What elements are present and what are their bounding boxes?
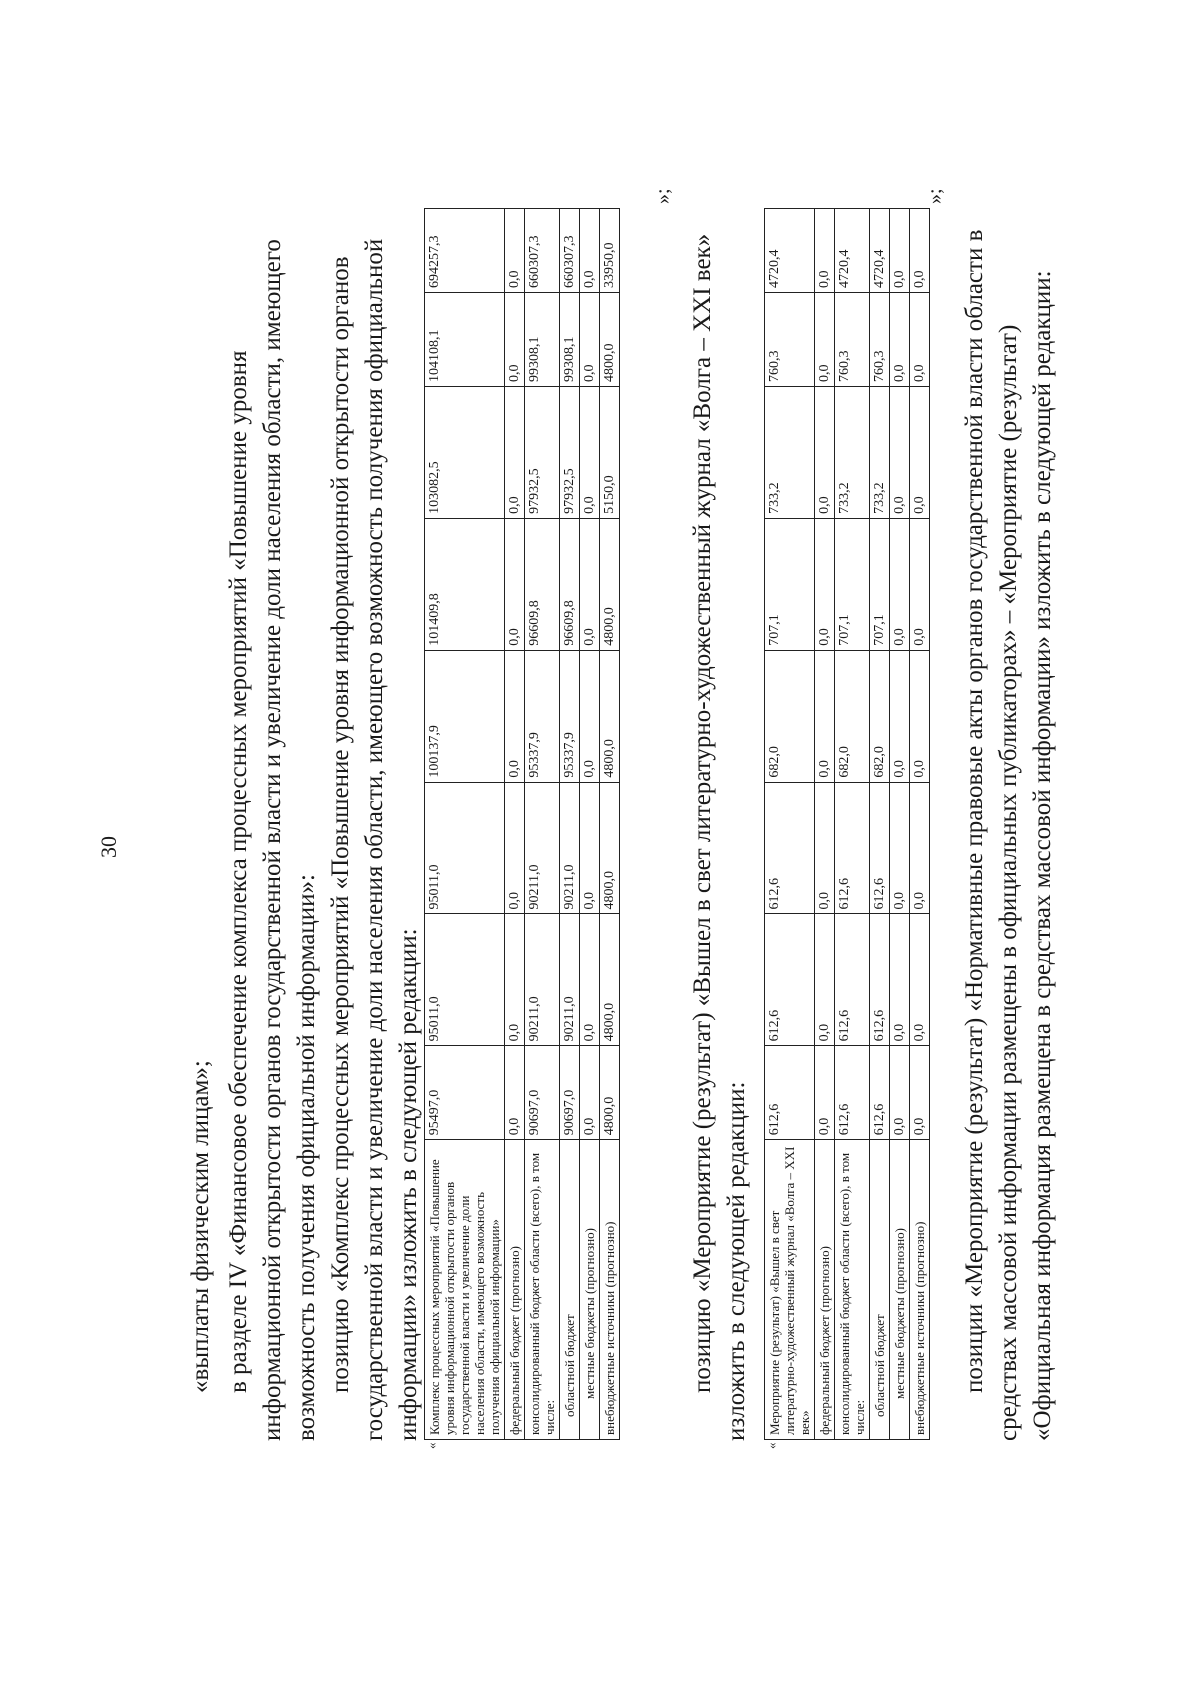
value-cell: 100137,9 xyxy=(425,650,505,782)
value-cell: 0,0 xyxy=(505,209,525,293)
table-journal-financing xyxy=(764,208,930,1440)
value-cell: 0,0 xyxy=(910,293,930,387)
value-cell: 660307,3 xyxy=(560,209,580,293)
value-cell: 95337,9 xyxy=(560,650,580,782)
value-cell: 4800,0 xyxy=(600,914,620,1046)
value-cell: 760,3 xyxy=(870,293,890,387)
table1-open-quote: « xyxy=(424,1442,439,1449)
value-cell: 612,6 xyxy=(765,782,815,914)
value-cell: 0,0 xyxy=(890,386,910,518)
value-cell: 0,0 xyxy=(580,386,600,518)
value-cell: 0,0 xyxy=(815,782,835,914)
value-cell: 0,0 xyxy=(505,518,525,650)
value-cell: 99308,1 xyxy=(560,293,580,387)
value-cell: 707,1 xyxy=(765,518,815,650)
value-cell: 612,6 xyxy=(870,914,890,1046)
table2-close-quote: »; xyxy=(924,188,946,204)
value-cell: 97932,5 xyxy=(525,386,560,518)
value-cell: 4800,0 xyxy=(600,518,620,650)
value-cell: 4720,4 xyxy=(870,209,890,293)
value-cell: 0,0 xyxy=(890,209,910,293)
value-cell: 707,1 xyxy=(835,518,870,650)
value-cell: 90211,0 xyxy=(560,782,580,914)
paragraph-complex-position: позицию «Комплекс процессных мероприятий «Повышение уровня информационной открытости органов государственной власти и увеличение доли населения области, имеющего возможность получения официальной информации» изложить в следующей редакции: xyxy=(327,238,422,1441)
row-label: внебюджетные источники (прогнозно) xyxy=(600,1140,620,1440)
value-cell: 760,3 xyxy=(835,293,870,387)
paragraph-journal-position: позицию «Мероприятие (результат) «Вышел в свет литературно-художественный журнал «Волга – XXI век» изложить в следующей редакции: xyxy=(689,233,750,1441)
value-cell: 0,0 xyxy=(910,386,930,518)
value-cell: 103082,5 xyxy=(425,386,505,518)
value-cell: 0,0 xyxy=(890,293,910,387)
page-number: 30 xyxy=(96,836,121,858)
table-row xyxy=(580,209,600,1440)
value-cell: 99308,1 xyxy=(525,293,560,387)
value-cell: 5150,0 xyxy=(600,386,620,518)
value-cell: 90211,0 xyxy=(525,914,560,1046)
row-label: местные бюджеты (прогнозно) xyxy=(580,1140,600,1440)
row-label: федеральный бюджет (прогнозно) xyxy=(815,1140,835,1440)
value-cell: 33950,0 xyxy=(600,209,620,293)
table-row xyxy=(870,209,890,1440)
value-cell: 0,0 xyxy=(815,386,835,518)
value-cell: 0,0 xyxy=(505,650,525,782)
value-cell: 0,0 xyxy=(910,782,930,914)
value-cell: 96609,8 xyxy=(525,518,560,650)
value-cell: 95497,0 xyxy=(425,1046,505,1140)
value-cell: 95011,0 xyxy=(425,914,505,1046)
value-cell: 0,0 xyxy=(580,1046,600,1140)
value-cell: 733,2 xyxy=(765,386,815,518)
value-cell: 4720,4 xyxy=(765,209,815,293)
value-cell: 90211,0 xyxy=(560,914,580,1046)
value-cell: 95337,9 xyxy=(525,650,560,782)
row-label: федеральный бюджет (прогнозно) xyxy=(505,1140,525,1440)
value-cell: 0,0 xyxy=(505,1046,525,1140)
value-cell: 0,0 xyxy=(580,293,600,387)
value-cell: 90211,0 xyxy=(525,782,560,914)
value-cell: 0,0 xyxy=(815,1046,835,1140)
value-cell: 90697,0 xyxy=(525,1046,560,1140)
table-row xyxy=(910,209,930,1440)
value-cell: 4720,4 xyxy=(835,209,870,293)
value-cell: 612,6 xyxy=(835,1046,870,1140)
value-cell: 660307,3 xyxy=(525,209,560,293)
value-cell: 0,0 xyxy=(580,914,600,1046)
value-cell: 97932,5 xyxy=(560,386,580,518)
table-row xyxy=(505,209,525,1440)
value-cell: 0,0 xyxy=(815,518,835,650)
value-cell: 0,0 xyxy=(890,914,910,1046)
value-cell: 4800,0 xyxy=(600,1046,620,1140)
value-cell: 733,2 xyxy=(835,386,870,518)
row-label: внебюджетные источники (прогнозно) xyxy=(910,1140,930,1440)
row-label: областной бюджет xyxy=(870,1140,890,1440)
table-row xyxy=(835,209,870,1440)
value-cell: 760,3 xyxy=(765,293,815,387)
value-cell: 0,0 xyxy=(505,293,525,387)
value-cell: 612,6 xyxy=(835,782,870,914)
value-cell: 694257,3 xyxy=(425,209,505,293)
table-row xyxy=(560,209,580,1440)
value-cell: 0,0 xyxy=(910,914,930,1046)
value-cell: 0,0 xyxy=(890,518,910,650)
value-cell: 682,0 xyxy=(765,650,815,782)
row-label: Мероприятие (результат) «Вышел в свет литературно-художественный журнал «Волга – XXI век» xyxy=(765,1140,815,1440)
value-cell: 90697,0 xyxy=(560,1046,580,1140)
value-cell: 733,2 xyxy=(870,386,890,518)
value-cell: 682,0 xyxy=(835,650,870,782)
table-row xyxy=(425,209,505,1440)
row-label: консолидированный бюджет области (всего), в том числе: xyxy=(835,1140,870,1440)
table-row xyxy=(765,209,815,1440)
value-cell: 612,6 xyxy=(870,1046,890,1140)
table1-close-quote: »; xyxy=(652,188,674,204)
value-cell: 612,6 xyxy=(870,782,890,914)
value-cell: 0,0 xyxy=(910,209,930,293)
row-label: Комплекс процессных мероприятий «Повышение уровня информационной открытости органов государственной власти и увеличение доли населения области, имеющего возможность получения официальной информации» xyxy=(425,1140,505,1440)
value-cell: 0,0 xyxy=(910,518,930,650)
value-cell: 707,1 xyxy=(870,518,890,650)
value-cell: 612,6 xyxy=(765,1046,815,1140)
value-cell: 0,0 xyxy=(505,386,525,518)
value-cell: 0,0 xyxy=(815,293,835,387)
value-cell: 96609,8 xyxy=(560,518,580,650)
row-label: местные бюджеты (прогнозно) xyxy=(890,1140,910,1440)
table-row xyxy=(600,209,620,1440)
value-cell: 4800,0 xyxy=(600,293,620,387)
value-cell: 0,0 xyxy=(580,782,600,914)
value-cell: 682,0 xyxy=(870,650,890,782)
paragraph-official-info-position: позиции «Мероприятие (результат) «Нормативные правовые акты органов государственной власти области в средствах массовой информации размещены в официальных публикаторах» – «Мероприятие (результат) «Официальная информация размещена в средствах массовой информации» изложить в следующей редакции: xyxy=(961,229,1056,1441)
value-cell: 0,0 xyxy=(580,209,600,293)
value-cell: 0,0 xyxy=(505,782,525,914)
table-row xyxy=(890,209,910,1440)
table-row xyxy=(815,209,835,1440)
paragraph-section-iv: в разделе IV «Финансовое обеспечение комплекса процессных мероприятий «Повышение уровня информационной открытости органов государственной власти и увеличение доли населения области, имеющего возможность получения официальной информации»: xyxy=(225,239,320,1441)
value-cell: 0,0 xyxy=(505,914,525,1046)
value-cell: 0,0 xyxy=(890,650,910,782)
value-cell: 0,0 xyxy=(815,914,835,1046)
table-row xyxy=(525,209,560,1440)
paragraph-payments: «выплаты физическим лицам»; xyxy=(187,1060,214,1393)
value-cell: 0,0 xyxy=(815,209,835,293)
value-cell: 0,0 xyxy=(910,650,930,782)
value-cell: 0,0 xyxy=(580,650,600,782)
value-cell: 612,6 xyxy=(765,914,815,1046)
value-cell: 0,0 xyxy=(890,1046,910,1140)
value-cell: 101409,8 xyxy=(425,518,505,650)
value-cell: 104108,1 xyxy=(425,293,505,387)
value-cell: 0,0 xyxy=(890,782,910,914)
row-label: консолидированный бюджет области (всего), в том числе: xyxy=(525,1140,560,1440)
value-cell: 4800,0 xyxy=(600,782,620,914)
table-complex-financing xyxy=(424,208,620,1440)
value-cell: 612,6 xyxy=(835,914,870,1046)
value-cell: 4800,0 xyxy=(600,650,620,782)
value-cell: 95011,0 xyxy=(425,782,505,914)
row-label: областной бюджет xyxy=(560,1140,580,1440)
table2-open-quote: « xyxy=(764,1442,779,1449)
value-cell: 0,0 xyxy=(580,518,600,650)
value-cell: 0,0 xyxy=(910,1046,930,1140)
value-cell: 0,0 xyxy=(815,650,835,782)
